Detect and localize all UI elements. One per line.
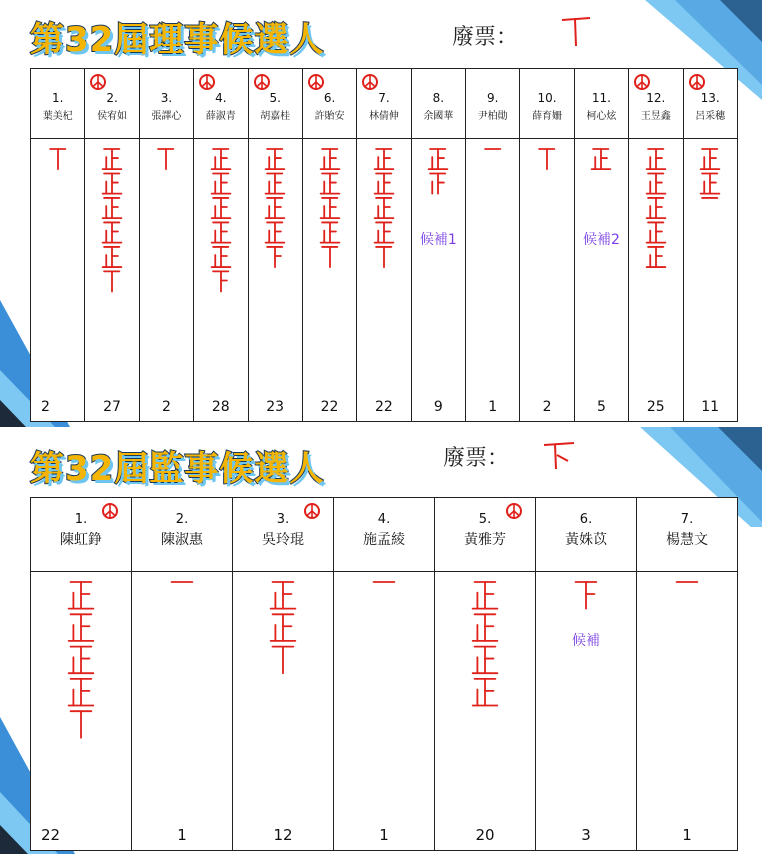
tally-marks	[264, 147, 287, 275]
vote-total: 22	[41, 826, 61, 844]
tally-cell	[683, 139, 737, 422]
tally-cell	[629, 139, 683, 422]
tally-cell	[85, 139, 139, 422]
vote-total: 23	[266, 399, 285, 415]
candidate-name: 薛淑青	[205, 111, 236, 122]
candidate-header	[357, 69, 411, 139]
vote-total: 22	[375, 399, 393, 415]
candidate-number: 8.	[432, 91, 445, 105]
candidate-number: 7.	[378, 91, 390, 105]
tally-cell	[520, 139, 574, 422]
candidate-name: 黃姝苡	[565, 532, 607, 548]
candidate-name: 呂采穗	[695, 111, 726, 122]
tally-cell	[334, 572, 435, 851]
alternate-note: 候補1	[419, 232, 457, 248]
candidate-number: 11.	[591, 91, 611, 105]
alternate-note: 候補2	[582, 232, 620, 248]
tally-marks	[471, 580, 500, 715]
candidate-header	[31, 498, 132, 572]
candidate-header	[520, 69, 574, 139]
vote-total: 2	[542, 399, 552, 415]
candidate-name: 薛育姍	[532, 111, 563, 122]
tally-cell	[248, 139, 302, 422]
candidate-number: 1.	[74, 512, 88, 527]
candidate-header	[574, 69, 628, 139]
vote-total: 28	[211, 399, 230, 415]
tally-marks	[673, 580, 702, 618]
tally-cell	[139, 139, 193, 422]
tally-marks	[481, 147, 504, 177]
candidate-number: 10.	[537, 91, 557, 105]
candidate-number: 12.	[646, 91, 666, 105]
candidate-name: 陳淑惠	[161, 532, 203, 548]
candidate-header	[334, 498, 435, 572]
vote-total: 5	[596, 399, 606, 415]
vote-total: 25	[646, 399, 665, 415]
vote-total: 9	[433, 399, 443, 415]
candidate-number: 3.	[160, 91, 173, 105]
vote-total: 1	[177, 826, 187, 844]
candidate-name: 林倩伸	[368, 111, 399, 122]
tally-marks	[101, 147, 124, 300]
vote-total: 2	[41, 399, 50, 415]
candidate-header	[132, 498, 233, 572]
candidate-number: 1.	[51, 91, 64, 105]
supervisor-invalid-tally	[540, 437, 580, 473]
vote-total: 20	[475, 826, 495, 844]
candidate-name: 黃雅芳	[464, 532, 506, 548]
candidate-name: 許貽安	[314, 111, 345, 122]
tally-marks	[209, 147, 232, 300]
tally-cell	[31, 572, 132, 851]
elected-stamp-icon	[303, 502, 321, 520]
tally-marks	[67, 580, 96, 748]
tally-marks	[373, 147, 396, 275]
tally-marks	[318, 147, 341, 275]
candidate-number: 6.	[323, 91, 336, 105]
candidate-header	[233, 498, 334, 572]
vote-total: 2	[161, 399, 171, 415]
alternate-note: 候補	[572, 633, 600, 649]
candidate-header	[637, 498, 738, 572]
tally-marks	[168, 580, 197, 618]
tally-cell	[411, 139, 465, 422]
elected-stamp-icon	[253, 73, 271, 91]
candidate-name: 余國華	[423, 111, 454, 122]
candidate-header	[139, 69, 193, 139]
candidate-number: 2.	[175, 512, 189, 527]
tally-cell	[574, 139, 628, 422]
candidate-name: 胡嘉桂	[260, 111, 291, 122]
tally-marks	[644, 147, 667, 275]
candidate-number: 4.	[215, 91, 227, 105]
vote-total: 3	[581, 826, 591, 844]
tally-cell	[637, 572, 738, 851]
supervisor-section	[0, 427, 762, 854]
tally-cell	[233, 572, 334, 851]
candidate-number: 13.	[700, 91, 720, 105]
vote-total: 11	[701, 399, 720, 415]
candidate-name: 王昱鑫	[640, 111, 671, 122]
candidate-number: 4.	[377, 512, 391, 527]
elected-stamp-icon	[633, 73, 651, 91]
candidate-number: 5.	[478, 512, 492, 527]
candidate-number: 2.	[106, 91, 118, 105]
tally-marks	[572, 580, 601, 618]
candidate-number: 6.	[579, 512, 593, 527]
elected-stamp-icon	[361, 73, 379, 91]
elected-stamp-icon	[89, 73, 107, 91]
tally-cell	[31, 139, 85, 422]
elected-stamp-icon	[101, 502, 119, 520]
candidate-header	[435, 498, 536, 572]
tally-cell	[302, 139, 356, 422]
board-invalid-label: 廢票：	[452, 25, 519, 50]
tally-cell	[194, 139, 248, 422]
elected-stamp-icon	[307, 73, 325, 91]
candidate-name: 施孟綾	[363, 532, 405, 548]
candidate-header	[629, 69, 683, 139]
candidate-header	[411, 69, 465, 139]
candidate-number: 5.	[269, 91, 281, 105]
tally-marks	[269, 580, 298, 683]
candidate-number: 7.	[680, 512, 694, 527]
candidate-header	[536, 498, 637, 572]
candidate-header	[85, 69, 139, 139]
vote-total: 1	[682, 826, 692, 844]
tally-cell	[435, 572, 536, 851]
candidate-name: 陳虹錚	[60, 532, 102, 548]
candidate-name: 葉美杞	[42, 111, 73, 122]
candidate-header	[466, 69, 520, 139]
tally-marks	[427, 147, 450, 202]
candidate-name: 張譯心	[151, 111, 182, 122]
candidate-header	[248, 69, 302, 139]
supervisor-title: 第32屆監事候選人	[30, 449, 325, 489]
candidate-header	[302, 69, 356, 139]
vote-total: 27	[103, 399, 121, 415]
candidate-number: 9.	[486, 91, 499, 105]
vote-total: 1	[488, 399, 498, 415]
elected-stamp-icon	[198, 73, 216, 91]
board-title: 第32屆理事候選人	[30, 20, 325, 60]
vote-total: 22	[320, 399, 339, 415]
supervisor-tally-table	[30, 497, 738, 851]
candidate-name: 吳玲琨	[262, 532, 304, 548]
tally-cell	[536, 572, 637, 851]
elected-stamp-icon	[505, 502, 523, 520]
candidate-name: 尹柏勛	[477, 111, 508, 122]
vote-total: 12	[273, 826, 293, 844]
vote-total: 1	[379, 826, 389, 844]
candidate-name: 柯心炫	[586, 111, 617, 122]
tally-marks	[46, 147, 69, 177]
tally-marks	[155, 147, 178, 177]
tally-cell	[132, 572, 233, 851]
tally-marks	[536, 147, 559, 177]
tally-marks	[699, 147, 722, 226]
candidate-header	[31, 69, 85, 139]
board-tally-table	[30, 68, 738, 422]
board-invalid-tally	[558, 14, 598, 52]
supervisor-invalid-label: 廢票：	[443, 446, 510, 471]
candidate-name: 侯宥如	[97, 111, 128, 122]
candidate-header	[683, 69, 737, 139]
tally-cell	[466, 139, 520, 422]
tally-marks	[370, 580, 399, 618]
tally-marks	[590, 147, 613, 177]
elected-stamp-icon	[688, 73, 706, 91]
candidate-header	[194, 69, 248, 139]
candidate-name: 楊慧文	[666, 532, 708, 548]
candidate-number: 3.	[276, 512, 290, 527]
tally-cell	[357, 139, 411, 422]
